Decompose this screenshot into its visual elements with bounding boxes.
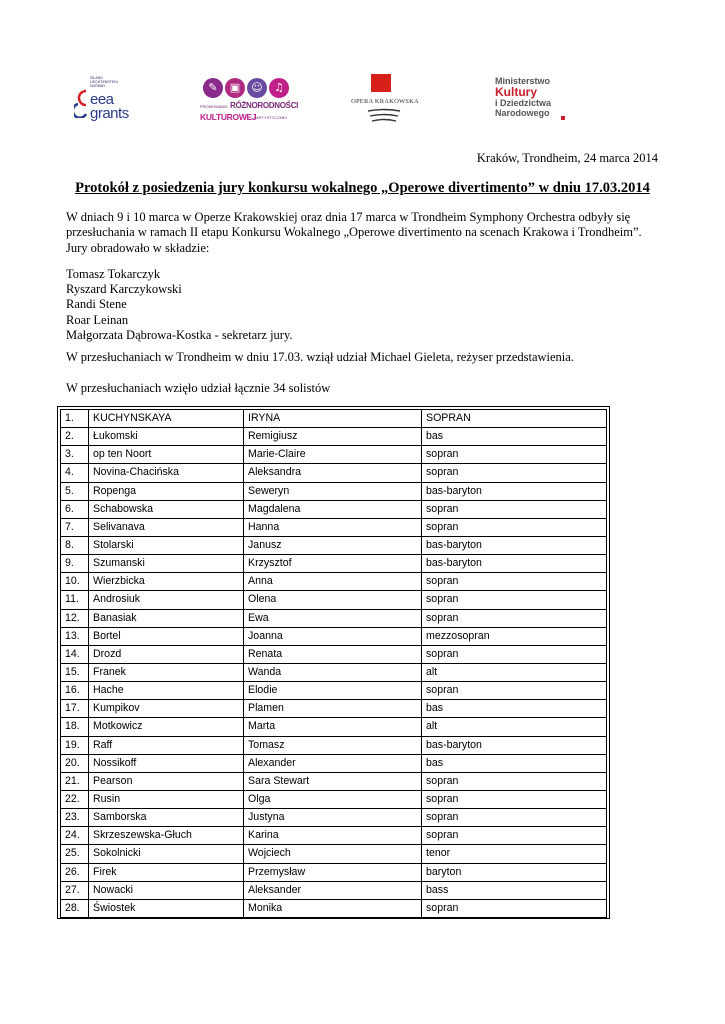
surname-cell: Pearson	[89, 772, 244, 790]
table-row	[61, 536, 607, 554]
row-number-cell: 21.	[61, 772, 89, 790]
first-name-cell: Aleksandra	[244, 464, 422, 482]
table-row	[61, 591, 607, 609]
eea-grants-logo	[74, 76, 144, 126]
surname-cell: Szumanski	[89, 555, 244, 573]
row-number-cell: 19.	[61, 736, 89, 754]
first-name-cell: Monika	[244, 899, 422, 917]
jury-list	[66, 267, 293, 343]
table-row	[61, 718, 607, 736]
table-row	[61, 645, 607, 663]
ministerstwo-line1: Ministerstwo	[495, 76, 551, 86]
row-number-cell: 20.	[61, 754, 89, 772]
first-name-cell: Elodie	[244, 682, 422, 700]
table-row	[61, 446, 607, 464]
table-row	[61, 555, 607, 573]
soloists-count-paragraph: W przesłuchaniach wzięło udział łącznie 34 solistów	[66, 381, 331, 395]
row-number-cell: 9.	[61, 555, 89, 573]
surname-cell: Franek	[89, 663, 244, 681]
eea-small-text: ISLAND LIECHTENSTEIN NORWAY	[90, 76, 118, 88]
document-date: Kraków, Trondheim, 24 marca 2014	[476, 151, 658, 165]
surname-cell: Nowacki	[89, 881, 244, 899]
table-row	[61, 573, 607, 591]
voice-type-cell: mezzosopran	[422, 627, 607, 645]
first-name-cell: Ewa	[244, 609, 422, 627]
first-name-cell: Magdalena	[244, 500, 422, 518]
table-row	[61, 410, 607, 428]
promowanie-small-bottom: I ARTYSTYCZNEJ	[254, 115, 288, 120]
intro-paragraph: W dniach 9 i 10 marca w Operze Krakowskiej oraz dnia 17 marca w Trondheim Symphony Orchestra odbyły się przesłuchania w ramach II etapu Konkursu Wokalnego „Operowe divertimento na scenach Krakowa i Trondheim”. Jury obradowało w składzie:	[66, 210, 642, 255]
voice-type-cell: sopran	[422, 827, 607, 845]
row-number-cell: 3.	[61, 446, 89, 464]
voice-type-cell: bas	[422, 700, 607, 718]
first-name-cell: IRYNA	[244, 410, 422, 428]
table-row	[61, 663, 607, 681]
table-row	[61, 736, 607, 754]
promowanie-bold-top: RÓŻNORODNOŚCI	[230, 101, 299, 110]
logo-bar	[0, 70, 725, 130]
row-number-cell: 5.	[61, 482, 89, 500]
ministerstwo-dot-icon	[561, 116, 565, 120]
table-row	[61, 863, 607, 881]
promowanie-small-top: PROMOWANIE	[200, 104, 229, 109]
row-number-cell: 13.	[61, 627, 89, 645]
surname-cell: Motkowicz	[89, 718, 244, 736]
jury-member: Małgorzata Dąbrowa-Kostka - sekretarz jury.	[66, 327, 293, 342]
first-name-cell: Marta	[244, 718, 422, 736]
jury-member: Tomasz Tokarczyk	[66, 267, 161, 281]
theatre-icon: ☺	[247, 78, 267, 98]
row-number-cell: 16.	[61, 682, 89, 700]
row-number-cell: 22.	[61, 790, 89, 808]
jury-member: Ryszard Karczykowski	[66, 282, 182, 297]
film-icon: ▣	[225, 78, 245, 98]
first-name-cell: Joanna	[244, 627, 422, 645]
voice-type-cell: bas-baryton	[422, 555, 607, 573]
row-number-cell: 7.	[61, 518, 89, 536]
first-name-cell: Olga	[244, 790, 422, 808]
row-number-cell: 12.	[61, 609, 89, 627]
surname-cell: Świostek	[89, 899, 244, 917]
row-number-cell: 8.	[61, 536, 89, 554]
surname-cell: Schabowska	[89, 500, 244, 518]
surname-cell: Samborska	[89, 809, 244, 827]
ministerstwo-line3: i Dziedzictwa	[495, 98, 552, 108]
first-name-cell: Karina	[244, 827, 422, 845]
surname-cell: Rusin	[89, 790, 244, 808]
opera-red-square-icon	[371, 74, 391, 92]
promowanie-icons	[200, 78, 295, 100]
voice-type-cell: sopran	[422, 446, 607, 464]
voice-type-cell: sopran	[422, 772, 607, 790]
surname-cell: Sokolnicki	[89, 845, 244, 863]
row-number-cell: 11.	[61, 591, 89, 609]
promowanie-logo	[200, 78, 299, 126]
first-name-cell: Aleksander	[244, 881, 422, 899]
row-number-cell: 6.	[61, 500, 89, 518]
voice-type-cell: alt	[422, 663, 607, 681]
surname-cell: Stolarski	[89, 536, 244, 554]
table-row	[61, 464, 607, 482]
table-row	[61, 482, 607, 500]
voice-type-cell: SOPRAN	[422, 410, 607, 428]
soloists-table-frame	[57, 406, 610, 919]
voice-type-cell: bass	[422, 881, 607, 899]
first-name-cell: Janusz	[244, 536, 422, 554]
row-number-cell: 1.	[61, 410, 89, 428]
surname-cell: Ropenga	[89, 482, 244, 500]
voice-type-cell: bas-baryton	[422, 736, 607, 754]
table-row	[61, 518, 607, 536]
table-row	[61, 881, 607, 899]
table-row	[61, 772, 607, 790]
voice-type-cell: sopran	[422, 899, 607, 917]
voice-type-cell: bas	[422, 428, 607, 446]
surname-cell: Łukomski	[89, 428, 244, 446]
table-row	[61, 627, 607, 645]
surname-cell: Hache	[89, 682, 244, 700]
voice-type-cell: sopran	[422, 645, 607, 663]
voice-type-cell: baryton	[422, 863, 607, 881]
row-number-cell: 10.	[61, 573, 89, 591]
row-number-cell: 23.	[61, 809, 89, 827]
voice-type-cell: tenor	[422, 845, 607, 863]
surname-cell: Wierzbicka	[89, 573, 244, 591]
jury-member: Randi Stene	[66, 297, 127, 312]
opera-name: OPERA KRAKOWSKA	[351, 98, 419, 105]
voice-type-cell: sopran	[422, 573, 607, 591]
voice-type-cell: sopran	[422, 809, 607, 827]
voice-type-cell: sopran	[422, 500, 607, 518]
surname-cell: Novina-Chacińska	[89, 464, 244, 482]
voice-type-cell: sopran	[422, 609, 607, 627]
voice-type-cell: sopran	[422, 464, 607, 482]
opera-waves-icon	[366, 108, 402, 124]
surname-cell: Nossikoff	[89, 754, 244, 772]
first-name-cell: Przemysław	[244, 863, 422, 881]
surname-cell: op ten Noort	[89, 446, 244, 464]
surname-cell: Skrzeszewska-Głuch	[89, 827, 244, 845]
promowanie-bold-bottom: KULTUROWEJ	[200, 112, 257, 122]
voice-type-cell: alt	[422, 718, 607, 736]
table-row	[61, 790, 607, 808]
surname-cell: Androsiuk	[89, 591, 244, 609]
first-name-cell: Renata	[244, 645, 422, 663]
voice-type-cell: sopran	[422, 790, 607, 808]
surname-cell: Bortel	[89, 627, 244, 645]
first-name-cell: Sara Stewart	[244, 772, 422, 790]
table-row	[61, 754, 607, 772]
ministerstwo-line2: Kultury	[495, 85, 537, 99]
first-name-cell: Olena	[244, 591, 422, 609]
surname-cell: Selivanava	[89, 518, 244, 536]
table-row	[61, 428, 607, 446]
first-name-cell: Anna	[244, 573, 422, 591]
row-number-cell: 15.	[61, 663, 89, 681]
document-title: Protokół z posiedzenia jury konkursu wokalnego „Operowe divertimento” w dniu 17.03.2014	[75, 180, 650, 196]
surname-cell: Drozd	[89, 645, 244, 663]
table-row	[61, 809, 607, 827]
table-row	[61, 845, 607, 863]
row-number-cell: 25.	[61, 845, 89, 863]
table-row	[61, 899, 607, 917]
row-number-cell: 14.	[61, 645, 89, 663]
table-row	[61, 700, 607, 718]
first-name-cell: Remigiusz	[244, 428, 422, 446]
surname-cell: Banasiak	[89, 609, 244, 627]
eea-word: eea	[90, 91, 114, 108]
table-row	[61, 500, 607, 518]
art-icon: ✎	[203, 78, 223, 98]
first-name-cell: Seweryn	[244, 482, 422, 500]
first-name-cell: Wojciech	[244, 845, 422, 863]
eea-swirl-icon	[74, 88, 90, 118]
music-icon: ♫	[269, 78, 289, 98]
row-number-cell: 26.	[61, 863, 89, 881]
trondheim-paragraph: W przesłuchaniach w Trondheim w dniu 17.03. wziął udział Michael Gieleta, reżyser przedstawienia.	[66, 350, 574, 364]
surname-cell: Kumpikov	[89, 700, 244, 718]
row-number-cell: 4.	[61, 464, 89, 482]
voice-type-cell: bas-baryton	[422, 536, 607, 554]
first-name-cell: Hanna	[244, 518, 422, 536]
jury-member: Roar Leinan	[66, 312, 129, 327]
surname-cell: KUCHYNSKAYA	[89, 410, 244, 428]
ministerstwo-line4: Narodowego	[495, 108, 550, 118]
row-number-cell: 2.	[61, 428, 89, 446]
row-number-cell: 24.	[61, 827, 89, 845]
voice-type-cell: sopran	[422, 518, 607, 536]
voice-type-cell: sopran	[422, 682, 607, 700]
table-row	[61, 682, 607, 700]
grants-word: grants	[90, 105, 129, 122]
opera-krakowska-logo	[350, 74, 420, 126]
row-number-cell: 28.	[61, 899, 89, 917]
first-name-cell: Marie-Claire	[244, 446, 422, 464]
row-number-cell: 18.	[61, 718, 89, 736]
table-row	[61, 609, 607, 627]
first-name-cell: Alexander	[244, 754, 422, 772]
first-name-cell: Wanda	[244, 663, 422, 681]
first-name-cell: Plamen	[244, 700, 422, 718]
first-name-cell: Krzysztof	[244, 555, 422, 573]
ministerstwo-logo	[495, 76, 575, 124]
table-row	[61, 827, 607, 845]
surname-cell: Firek	[89, 863, 244, 881]
first-name-cell: Justyna	[244, 809, 422, 827]
row-number-cell: 17.	[61, 700, 89, 718]
soloists-table	[60, 409, 607, 918]
voice-type-cell: bas	[422, 754, 607, 772]
voice-type-cell: sopran	[422, 591, 607, 609]
voice-type-cell: bas-baryton	[422, 482, 607, 500]
surname-cell: Raff	[89, 736, 244, 754]
row-number-cell: 27.	[61, 881, 89, 899]
first-name-cell: Tomasz	[244, 736, 422, 754]
